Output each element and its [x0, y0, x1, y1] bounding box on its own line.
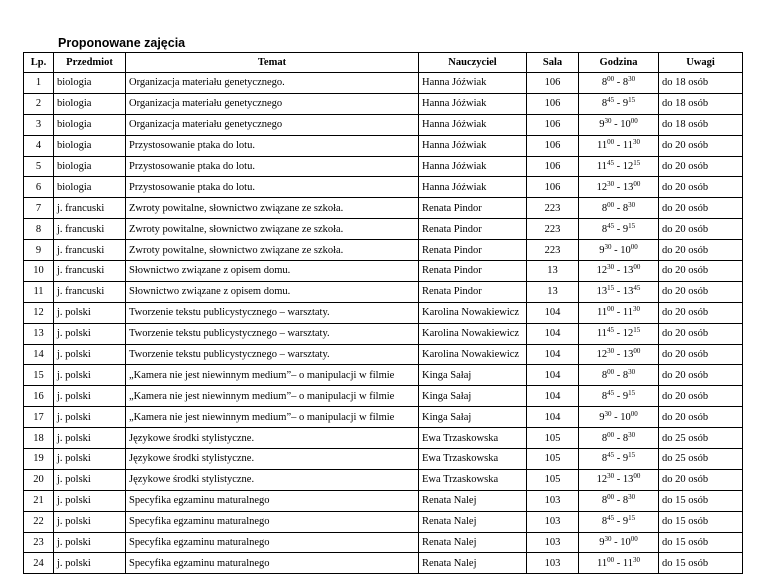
start-minutes: 30 [604, 242, 612, 251]
header-lp: Lp. [24, 53, 54, 73]
table-row [24, 302, 743, 323]
end-hour: 13 [622, 181, 634, 193]
start-minutes: 00 [607, 138, 615, 147]
start-minutes: 45 [606, 326, 614, 335]
cell-godzina: $8^{00} - 8^{30}$ [579, 73, 659, 94]
cell-uwagi: do 20 osób [659, 386, 743, 407]
end-minutes: 30 [628, 493, 636, 502]
table-row [24, 469, 743, 490]
start-minutes: 45 [607, 451, 615, 460]
start-minutes: 00 [607, 200, 615, 209]
cell-nauczyciel: Renata Nalej [419, 490, 527, 511]
end-minutes: 00 [633, 179, 641, 188]
cell-sala: 105 [527, 449, 579, 470]
header-nauczyciel: Nauczyciel [419, 53, 527, 73]
cell-uwagi: do 20 osób [659, 135, 743, 156]
end-hour: 8 [622, 77, 629, 89]
cell-przedmiot: j. francuski [54, 219, 126, 240]
end-hour: 11 [622, 557, 633, 569]
start-hour: 11 [597, 557, 608, 569]
end-minutes: 00 [633, 472, 641, 481]
start-hour: 8 [601, 390, 608, 402]
start-minutes: 00 [607, 493, 615, 502]
start-hour: 11 [596, 161, 607, 172]
start-minutes: 00 [607, 555, 615, 564]
cell-przedmiot: j. polski [54, 428, 126, 449]
end-hour: 10 [620, 119, 631, 131]
cell-godzina: $9^{30} - 10^{00}$ [579, 532, 659, 553]
cell-uwagi: do 15 osób [659, 553, 743, 574]
cell-sala: 104 [527, 323, 579, 344]
cell-temat: Zwroty powitalne, słownictwo związane ze szkoła. [126, 219, 419, 240]
cell-przedmiot: biologia [54, 114, 126, 135]
start-hour: 12 [596, 474, 608, 486]
cell-godzina: $8^{45} - 9^{15}$ [579, 219, 659, 240]
end-minutes: 15 [628, 96, 636, 105]
cell-nauczyciel: Renata Nalej [419, 511, 527, 532]
table-row [24, 449, 743, 470]
start-minutes: 00 [607, 367, 615, 376]
cell-nauczyciel: Kinga Sałaj [419, 386, 527, 407]
cell-temat: Specyfika egzaminu maturalnego [126, 511, 419, 532]
cell-temat: Tworzenie tekstu publicystycznego – warsztaty. [126, 344, 419, 365]
cell-lp: 15 [24, 365, 54, 386]
cell-temat: Organizacja materiału genetycznego [126, 93, 419, 114]
end-minutes: 15 [628, 388, 636, 397]
start-minutes: 30 [607, 179, 615, 188]
start-hour: 9 [599, 244, 605, 256]
table-row [24, 344, 743, 365]
cell-nauczyciel: Renata Nalej [419, 553, 527, 574]
cell-temat: Przystosowanie ptaka do lotu. [126, 156, 419, 177]
start-minutes: 30 [607, 347, 615, 356]
start-minutes: 45 [607, 221, 615, 230]
cell-sala: 104 [527, 407, 579, 428]
start-hour: 8 [601, 369, 608, 381]
cell-przedmiot: j. polski [54, 449, 126, 470]
cell-godzina: $9^{30} - 10^{00}$ [579, 240, 659, 261]
cell-temat: Językowe środki stylistyczne. [126, 469, 419, 490]
cell-temat: Zwroty powitalne, słownictwo związane ze szkoła. [126, 240, 419, 261]
end-hour: 10 [620, 244, 631, 256]
start-minutes: 30 [604, 535, 612, 544]
start-minutes: 00 [607, 305, 615, 314]
cell-sala: 13 [527, 281, 579, 302]
start-minutes: 30 [604, 409, 612, 418]
cell-temat: Językowe środki stylistyczne. [126, 428, 419, 449]
table-row [24, 219, 743, 240]
start-minutes: 30 [607, 263, 615, 272]
cell-sala: 223 [527, 240, 579, 261]
schedule-table [23, 52, 743, 574]
cell-godzina: $12^{30} - 13^{00}$ [579, 469, 659, 490]
cell-temat: Przystosowanie ptaka do lotu. [126, 135, 419, 156]
cell-nauczyciel: Renata Nalej [419, 532, 527, 553]
cell-sala: 103 [527, 532, 579, 553]
start-minutes: 00 [607, 430, 615, 439]
start-minutes: 00 [607, 75, 615, 84]
cell-uwagi: do 20 osób [659, 344, 743, 365]
cell-uwagi: do 20 osób [659, 302, 743, 323]
cell-przedmiot: biologia [54, 73, 126, 94]
end-minutes: 30 [628, 75, 636, 84]
cell-uwagi: do 15 osób [659, 490, 743, 511]
cell-lp: 2 [24, 93, 54, 114]
cell-uwagi: do 20 osób [659, 261, 743, 282]
cell-lp: 22 [24, 511, 54, 532]
cell-godzina: $8^{00} - 8^{30}$ [579, 365, 659, 386]
cell-lp: 14 [24, 344, 54, 365]
end-minutes: 15 [633, 326, 641, 335]
cell-nauczyciel: Ewa Trzaskowska [419, 449, 527, 470]
end-hour: 12 [622, 161, 634, 172]
table-row [24, 114, 743, 135]
cell-lp: 20 [24, 469, 54, 490]
cell-godzina: $8^{00} - 8^{30}$ [579, 490, 659, 511]
cell-nauczyciel: Ewa Trzaskowska [419, 428, 527, 449]
cell-temat: „Kamera nie jest niewinnym medium”– o manipulacji w filmie [126, 407, 419, 428]
cell-temat: Przystosowanie ptaka do lotu. [126, 177, 419, 198]
cell-przedmiot: j. polski [54, 553, 126, 574]
end-minutes: 00 [630, 409, 638, 418]
cell-sala: 104 [527, 365, 579, 386]
cell-temat: Językowe środki stylistyczne. [126, 449, 419, 470]
table-row [24, 428, 743, 449]
start-hour: 8 [601, 432, 608, 444]
cell-temat: „Kamera nie jest niewinnym medium”– o manipulacji w filmie [126, 386, 419, 407]
end-hour: 10 [620, 411, 631, 423]
cell-godzina: $11^{45} - 12^{15}$ [579, 323, 659, 344]
table-row [24, 156, 743, 177]
cell-sala: 104 [527, 386, 579, 407]
cell-nauczyciel: Hanna Jóźwiak [419, 93, 527, 114]
cell-sala: 106 [527, 135, 579, 156]
end-minutes: 30 [633, 555, 640, 564]
end-minutes: 15 [633, 159, 641, 167]
cell-nauczyciel: Hanna Jóźwiak [419, 114, 527, 135]
cell-sala: 103 [527, 490, 579, 511]
cell-uwagi: do 20 osób [659, 407, 743, 428]
start-hour: 8 [601, 495, 608, 507]
end-minutes: 30 [633, 138, 640, 147]
cell-temat: Organizacja materiału genetycznego [126, 114, 419, 135]
cell-nauczyciel: Hanna Jóźwiak [419, 73, 527, 94]
cell-przedmiot: j. francuski [54, 198, 126, 219]
end-hour: 9 [622, 390, 629, 402]
table-row [24, 386, 743, 407]
cell-sala: 106 [527, 156, 579, 177]
end-hour: 13 [622, 474, 634, 486]
start-hour: 9 [599, 119, 605, 131]
end-minutes: 00 [633, 263, 641, 272]
end-minutes: 00 [633, 347, 641, 356]
cell-godzina: $13^{15} - 13^{45}$ [579, 281, 659, 302]
cell-przedmiot: biologia [54, 177, 126, 198]
start-hour: 8 [601, 453, 608, 465]
cell-sala: 106 [527, 177, 579, 198]
cell-lp: 18 [24, 428, 54, 449]
start-minutes: 30 [604, 117, 612, 126]
cell-nauczyciel: Renata Pindor [419, 198, 527, 219]
start-hour: 12 [596, 181, 608, 193]
cell-lp: 17 [24, 407, 54, 428]
end-hour: 9 [622, 223, 629, 235]
cell-przedmiot: j. polski [54, 407, 126, 428]
cell-uwagi: do 20 osób [659, 323, 743, 344]
cell-godzina: $11^{00} - 11^{30}$ [579, 553, 659, 574]
cell-przedmiot: j. polski [54, 365, 126, 386]
cell-przedmiot: j. polski [54, 469, 126, 490]
start-hour: 8 [601, 202, 608, 214]
cell-nauczyciel: Renata Pindor [419, 261, 527, 282]
cell-przedmiot: j. polski [54, 511, 126, 532]
cell-lp: 19 [24, 449, 54, 470]
cell-temat: „Kamera nie jest niewinnym medium”– o manipulacji w filmie [126, 365, 419, 386]
cell-uwagi: do 18 osób [659, 114, 743, 135]
end-hour: 13 [622, 286, 634, 298]
end-hour: 11 [622, 307, 633, 319]
cell-godzina: $9^{30} - 10^{00}$ [579, 407, 659, 428]
cell-uwagi: do 20 osób [659, 281, 743, 302]
table-row [24, 490, 743, 511]
start-minutes: 45 [607, 96, 615, 105]
cell-sala: 103 [527, 553, 579, 574]
header-przedmiot: Przedmiot [54, 53, 126, 73]
cell-sala: 223 [527, 219, 579, 240]
start-minutes: 45 [607, 388, 615, 397]
start-hour: 8 [601, 223, 608, 235]
cell-nauczyciel: Karolina Nowakiewicz [419, 302, 527, 323]
cell-sala: 105 [527, 428, 579, 449]
end-hour: 13 [622, 265, 634, 277]
cell-nauczyciel: Ewa Trzaskowska [419, 469, 527, 490]
start-hour: 12 [596, 265, 608, 277]
end-minutes: 30 [628, 367, 636, 376]
cell-nauczyciel: Renata Pindor [419, 240, 527, 261]
cell-lp: 23 [24, 532, 54, 553]
cell-nauczyciel: Karolina Nowakiewicz [419, 323, 527, 344]
end-hour: 12 [622, 328, 634, 340]
cell-przedmiot: j. polski [54, 386, 126, 407]
cell-temat: Tworzenie tekstu publicystycznego – warsztaty. [126, 302, 419, 323]
cell-uwagi: do 15 osób [659, 532, 743, 553]
cell-lp: 4 [24, 135, 54, 156]
cell-sala: 106 [527, 93, 579, 114]
cell-temat: Tworzenie tekstu publicystycznego – warsztaty. [126, 323, 419, 344]
cell-lp: 21 [24, 490, 54, 511]
header-sala: Sala [527, 53, 579, 73]
cell-nauczyciel: Renata Pindor [419, 219, 527, 240]
table-row [24, 198, 743, 219]
end-hour: 11 [622, 140, 633, 152]
cell-uwagi: do 20 osób [659, 365, 743, 386]
cell-lp: 6 [24, 177, 54, 198]
table-body [24, 73, 743, 574]
cell-przedmiot: j. polski [54, 532, 126, 553]
page-title: Proponowane zajęcia [58, 36, 186, 50]
end-minutes: 30 [628, 430, 636, 439]
table-row [24, 281, 743, 302]
end-minutes: 15 [628, 451, 636, 460]
start-minutes: 15 [607, 284, 615, 293]
table-row [24, 135, 743, 156]
cell-godzina: $8^{00} - 8^{30}$ [579, 198, 659, 219]
cell-uwagi: do 25 osób [659, 428, 743, 449]
end-hour: 8 [622, 432, 629, 444]
start-hour: 8 [601, 98, 608, 110]
cell-uwagi: do 20 osób [659, 240, 743, 261]
cell-uwagi: do 18 osób [659, 73, 743, 94]
end-hour: 9 [622, 516, 629, 528]
cell-sala: 105 [527, 469, 579, 490]
cell-nauczyciel: Kinga Sałaj [419, 407, 527, 428]
cell-lp: 12 [24, 302, 54, 323]
table-row [24, 73, 743, 94]
cell-lp: 13 [24, 323, 54, 344]
start-hour: 12 [596, 349, 608, 361]
cell-godzina: $11^{00} - 11^{30}$ [579, 302, 659, 323]
table-row [24, 261, 743, 282]
cell-sala: 106 [527, 114, 579, 135]
cell-nauczyciel: Hanna Jóźwiak [419, 177, 527, 198]
cell-uwagi: do 20 osób [659, 156, 743, 177]
cell-przedmiot: j. polski [54, 302, 126, 323]
cell-uwagi: do 20 osób [659, 177, 743, 198]
end-minutes: 15 [628, 514, 636, 523]
cell-uwagi: do 20 osób [659, 219, 743, 240]
cell-uwagi: do 15 osób [659, 511, 743, 532]
table-row [24, 93, 743, 114]
cell-lp: 24 [24, 553, 54, 574]
cell-sala: 106 [527, 73, 579, 94]
cell-godzina: $9^{30} - 10^{00}$ [579, 114, 659, 135]
table-row [24, 323, 743, 344]
cell-godzina: $8^{45} - 9^{15}$ [579, 511, 659, 532]
cell-godzina: $12^{30} - 13^{00}$ [579, 261, 659, 282]
header-temat: Temat [126, 53, 419, 73]
table-row [24, 553, 743, 574]
cell-uwagi: do 18 osób [659, 93, 743, 114]
cell-godzina: $8^{45} - 9^{15}$ [579, 386, 659, 407]
header-uwagi: Uwagi [659, 53, 743, 73]
cell-przedmiot: j. polski [54, 344, 126, 365]
cell-godzina: $8^{45} - 9^{15}$ [579, 449, 659, 470]
end-minutes: 00 [630, 535, 638, 544]
cell-temat: Organizacja materiału genetycznego. [126, 73, 419, 94]
table-row [24, 365, 743, 386]
start-minutes: 45 [607, 514, 615, 523]
table-row [24, 511, 743, 532]
cell-lp: 3 [24, 114, 54, 135]
cell-temat: Specyfika egzaminu maturalnego [126, 532, 419, 553]
end-minutes: 00 [630, 117, 638, 126]
cell-lp: 10 [24, 261, 54, 282]
cell-lp: 8 [24, 219, 54, 240]
cell-nauczyciel: Karolina Nowakiewicz [419, 344, 527, 365]
cell-lp: 5 [24, 156, 54, 177]
cell-lp: 7 [24, 198, 54, 219]
cell-przedmiot: biologia [54, 135, 126, 156]
cell-przedmiot: j. polski [54, 323, 126, 344]
cell-lp: 1 [24, 73, 54, 94]
cell-nauczyciel: Hanna Jóźwiak [419, 135, 527, 156]
end-hour: 8 [622, 202, 629, 214]
cell-uwagi: do 25 osób [659, 449, 743, 470]
start-hour: 8 [601, 77, 608, 89]
cell-lp: 11 [24, 281, 54, 302]
start-hour: 9 [599, 411, 605, 423]
end-hour: 13 [622, 349, 634, 361]
cell-temat: Specyfika egzaminu maturalnego [126, 553, 419, 574]
start-hour: 8 [601, 516, 608, 528]
cell-przedmiot: j. francuski [54, 261, 126, 282]
end-minutes: 30 [628, 200, 636, 209]
start-hour: 11 [597, 307, 608, 319]
cell-godzina: $11^{45} - 12^{15}$ [579, 156, 659, 177]
cell-przedmiot: biologia [54, 93, 126, 114]
cell-godzina: $12^{30} - 13^{00}$ [579, 344, 659, 365]
cell-temat: Słownictwo związane z opisem domu. [126, 261, 419, 282]
cell-godzina: $8^{45} - 9^{15}$ [579, 93, 659, 114]
start-minutes: 45 [606, 159, 614, 167]
table-row [24, 407, 743, 428]
cell-temat: Słownictwo związane z opisem domu. [126, 281, 419, 302]
table-header-row [24, 53, 743, 73]
header-godzina: Godzina [579, 53, 659, 73]
start-hour: 13 [596, 286, 608, 298]
start-hour: 11 [596, 328, 607, 340]
end-minutes: 45 [633, 284, 641, 293]
end-minutes: 30 [633, 305, 640, 314]
end-minutes: 15 [628, 221, 636, 230]
cell-godzina: $8^{00} - 8^{30}$ [579, 428, 659, 449]
table-row [24, 177, 743, 198]
end-hour: 10 [620, 537, 631, 549]
cell-przedmiot: j. francuski [54, 240, 126, 261]
cell-przedmiot: j. polski [54, 490, 126, 511]
cell-sala: 223 [527, 198, 579, 219]
start-minutes: 30 [607, 472, 615, 481]
end-hour: 9 [622, 98, 629, 110]
cell-sala: 103 [527, 511, 579, 532]
cell-sala: 104 [527, 302, 579, 323]
cell-przedmiot: j. francuski [54, 281, 126, 302]
cell-przedmiot: biologia [54, 156, 126, 177]
cell-sala: 104 [527, 344, 579, 365]
cell-nauczyciel: Hanna Jóźwiak [419, 156, 527, 177]
cell-uwagi: do 20 osób [659, 198, 743, 219]
table-row [24, 240, 743, 261]
cell-lp: 9 [24, 240, 54, 261]
cell-lp: 16 [24, 386, 54, 407]
start-hour: 11 [597, 140, 608, 152]
cell-temat: Specyfika egzaminu maturalnego [126, 490, 419, 511]
end-hour: 9 [622, 453, 629, 465]
cell-godzina: $12^{30} - 13^{00}$ [579, 177, 659, 198]
cell-uwagi: do 20 osób [659, 469, 743, 490]
end-minutes: 00 [630, 242, 638, 251]
end-hour: 8 [622, 495, 629, 507]
end-hour: 8 [622, 369, 629, 381]
start-hour: 9 [599, 537, 605, 549]
cell-nauczyciel: Kinga Sałaj [419, 365, 527, 386]
cell-temat: Zwroty powitalne, słownictwo związane ze szkoła. [126, 198, 419, 219]
cell-nauczyciel: Renata Pindor [419, 281, 527, 302]
cell-sala: 13 [527, 261, 579, 282]
cell-godzina: $11^{00} - 11^{30}$ [579, 135, 659, 156]
